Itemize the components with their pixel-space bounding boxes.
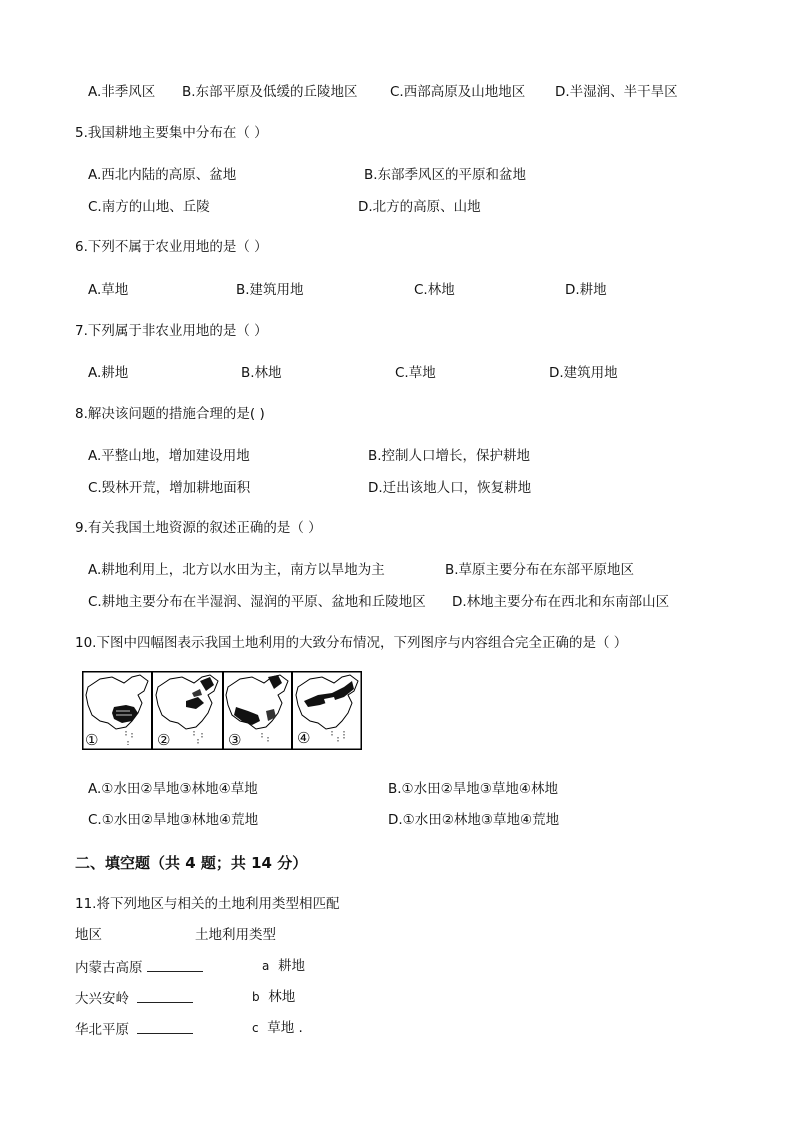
q4-option-a: A.非季风区 — [88, 84, 156, 100]
q10-option-a: A.①水田②旱地③林地④草地 — [88, 781, 258, 797]
q11-row-2 — [75, 988, 193, 1008]
q5-option-a: A.西北内陆的高原、盆地 — [88, 167, 237, 183]
q8-option-b: B.控制人口增长，保护耕地 — [368, 448, 531, 464]
map-label-2: ② — [157, 731, 171, 749]
section-2-title: 二、填空题（共 4 题；共 14 分） — [75, 854, 308, 872]
q11-row-3 — [75, 1019, 193, 1039]
map-label-4: ④ — [297, 729, 311, 747]
q6-option-b: B.建筑用地 — [236, 282, 304, 298]
q11-region-1: 内蒙古高原 — [75, 960, 143, 976]
q9-stem: 9.有关我国土地资源的叙述正确的是（ ） — [75, 520, 322, 536]
q11-row-1 — [75, 957, 203, 977]
q7-option-b: B.林地 — [241, 365, 282, 381]
map-label-3: ③ — [228, 731, 242, 749]
q11-col-region: 地区 — [75, 927, 102, 943]
q11-answer-blank-2[interactable] — [137, 988, 193, 1003]
q6-option-d: D.耕地 — [565, 282, 607, 298]
q8-stem: 8.解决该问题的措施合理的是( ) — [75, 406, 265, 422]
q7-option-a: A.耕地 — [88, 365, 129, 381]
q6-option-a: A.草地 — [88, 282, 129, 298]
q10-option-b: B.①水田②旱地③草地④林地 — [388, 781, 558, 797]
q6-option-c: C.林地 — [414, 282, 455, 298]
q10-option-c: C.①水田②旱地③林地④荒地 — [88, 812, 259, 828]
q11-type-1 — [262, 957, 305, 975]
q10-option-d: D.①水田②林地③草地④荒地 — [388, 812, 560, 828]
q11-region-2: 大兴安岭 — [75, 991, 129, 1007]
q11-type-2 — [252, 988, 295, 1006]
q11-type-3 — [252, 1019, 303, 1037]
q9-option-b: B.草原主要分布在东部平原地区 — [445, 562, 635, 578]
q11-answer-blank-3[interactable] — [137, 1019, 193, 1034]
q5-option-d: D.北方的高原、山地 — [358, 199, 481, 215]
q5-option-c: C.南方的山地、丘陵 — [88, 199, 210, 215]
q7-stem: 7.下列属于非农业用地的是（ ） — [75, 323, 268, 339]
q11-type-label-2: 林地 — [268, 989, 296, 1005]
map-label-1: ① — [85, 731, 99, 749]
land-use-maps-figure — [82, 671, 362, 750]
q5-stem: 5.我国耕地主要集中分布在（ ） — [75, 125, 268, 141]
q8-option-d: D.迁出该地人口，恢复耕地 — [368, 480, 532, 496]
q11-type-label-3: 草地 . — [267, 1020, 303, 1036]
q11-region-3: 华北平原 — [75, 1022, 129, 1038]
q6-stem: 6.下列不属于农业用地的是（ ） — [75, 239, 268, 255]
q11-type-label-1: 耕地 — [277, 958, 305, 974]
q11-letter-2: b — [252, 990, 260, 1004]
q11-answer-blank-1[interactable] — [147, 957, 203, 972]
q4-option-c: C.西部高原及山地地区 — [390, 84, 526, 100]
q11-stem: 11.将下列地区与相关的土地利用类型相匹配 — [75, 896, 340, 912]
q5-option-b: B.东部季风区的平原和盆地 — [364, 167, 527, 183]
q7-option-c: C.草地 — [395, 365, 436, 381]
q4-option-d: D.半湿润、半干旱区 — [555, 84, 678, 100]
q8-option-c: C.毁林开荒，增加耕地面积 — [88, 480, 251, 496]
q11-letter-1: a — [262, 959, 270, 973]
q11-letter-3: c — [252, 1021, 259, 1035]
q10-stem: 10.下图中四幅图表示我国土地利用的大致分布情况，下列图序与内容组合完全正确的是（ ） — [75, 635, 628, 651]
q9-option-c: C.耕地主要分布在半湿润、湿润的平原、盆地和丘陵地区 — [88, 594, 426, 610]
q11-col-type: 土地利用类型 — [195, 927, 276, 943]
q7-option-d: D.建筑用地 — [549, 365, 618, 381]
q9-option-a: A.耕地利用上，北方以水田为主，南方以旱地为主 — [88, 562, 385, 578]
q8-option-a: A.平整山地，增加建设用地 — [88, 448, 250, 464]
q9-option-d: D.林地主要分布在西北和东南部山区 — [452, 594, 670, 610]
q4-option-b: B.东部平原及低缓的丘陵地区 — [182, 84, 358, 100]
